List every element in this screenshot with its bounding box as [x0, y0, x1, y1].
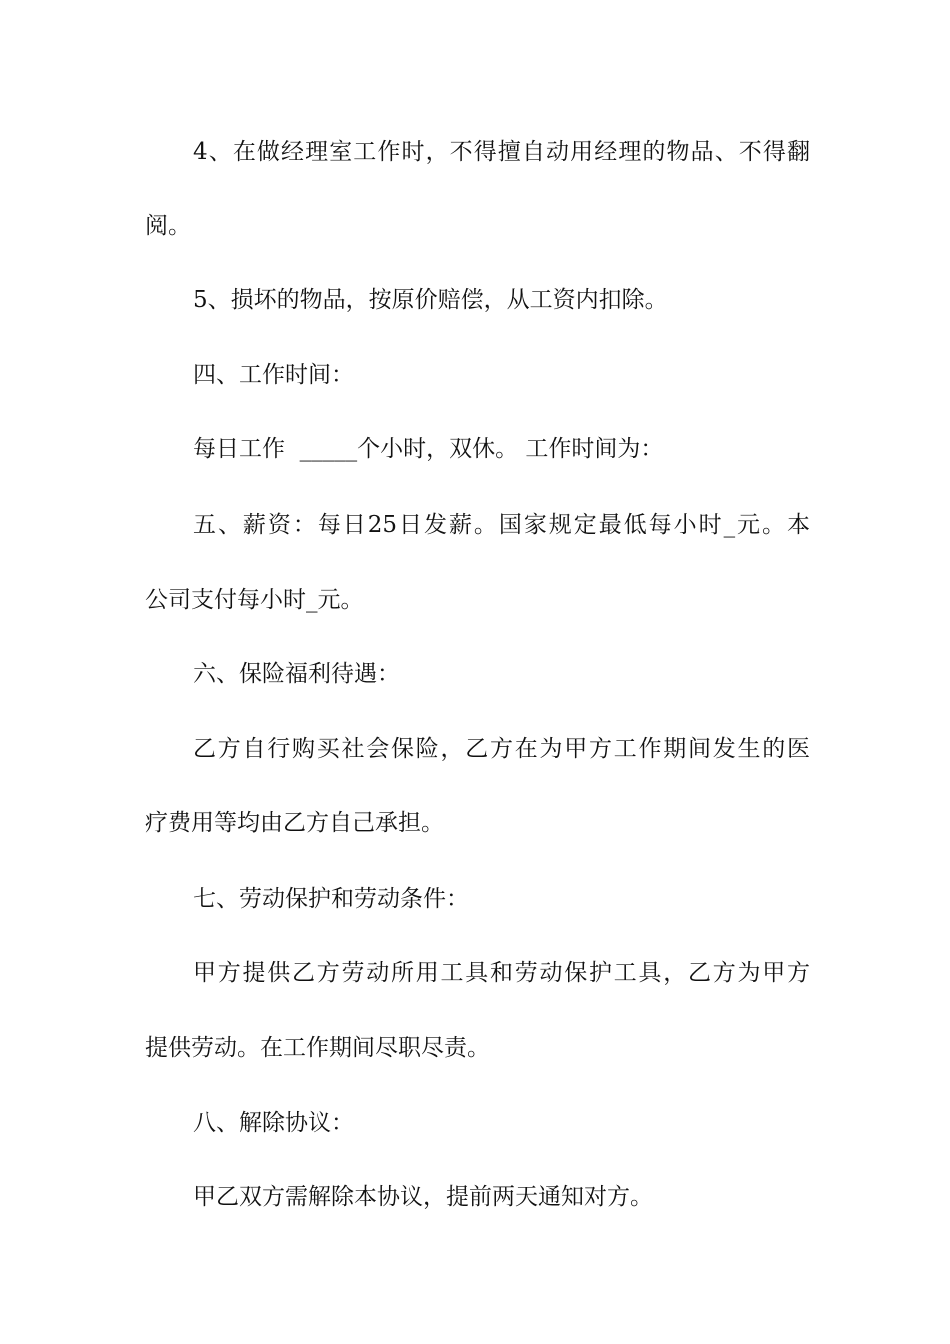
insurance-line-2: 疗费用等均由乙方自己承担。 — [145, 810, 444, 836]
work-hours-text: 每日工作 _____个小时，双休。 工作时间为： — [193, 436, 664, 462]
clause-4-line-1: 4、在做经理室工作时，不得擅自动用经理的物品、不得翻 — [193, 139, 810, 165]
section-heading-termination: 八、解除协议： — [193, 1110, 354, 1136]
section-heading-labor-protection: 七、劳动保护和劳动条件： — [193, 886, 469, 912]
salary-line-1: 五、薪资：每日25日发薪。国家规定最低每小时_元。本 — [193, 512, 810, 538]
clause-4-line-2: 阅。 — [145, 213, 191, 239]
termination-text: 甲乙双方需解除本协议，提前两天通知对方。 — [193, 1184, 653, 1210]
labor-protection-line-1: 甲方提供乙方劳动所用工具和劳动保护工具，乙方为甲方 — [193, 960, 810, 986]
labor-protection-line-2: 提供劳动。在工作期间尽职尽责。 — [145, 1035, 490, 1061]
section-heading-work-time: 四、工作时间： — [193, 362, 354, 388]
insurance-line-1: 乙方自行购买社会保险，乙方在为甲方工作期间发生的医 — [193, 736, 810, 762]
section-heading-insurance: 六、保险福利待遇： — [193, 661, 400, 687]
clause-5: 5、损坏的物品，按原价赔偿，从工资内扣除。 — [193, 287, 668, 313]
salary-line-2: 公司支付每小时_元。 — [145, 587, 364, 613]
